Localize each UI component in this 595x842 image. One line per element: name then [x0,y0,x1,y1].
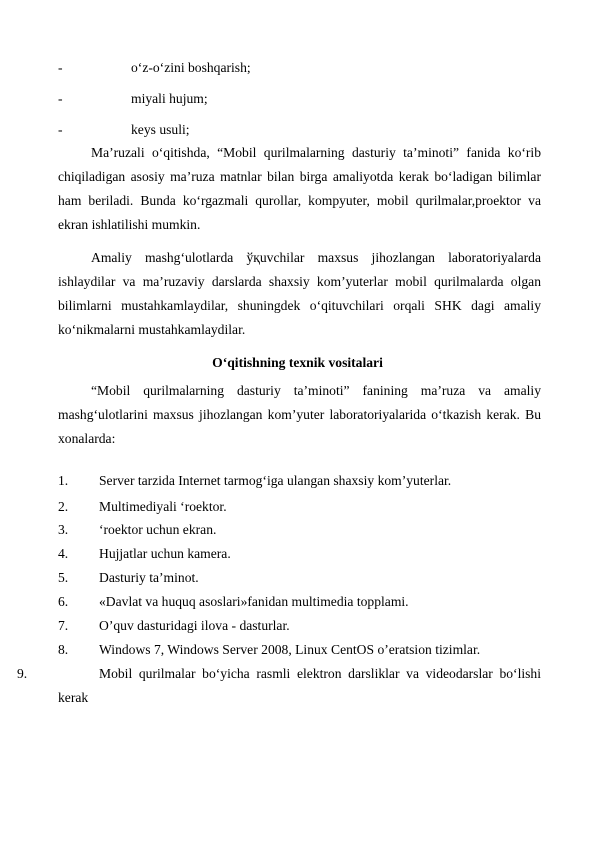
list-number: 2. [58,499,69,514]
list-number: 4. [58,546,69,561]
list-number: 1. [58,473,69,488]
bullet-item: keys usuli; [131,122,190,137]
list-item: Hujjatlar uchun kamera. [99,546,231,561]
list-item: Server tarzida Internet tarmog‘iga ulangan shaxsiy kom’yuterlar. [99,473,452,488]
list-item: Dasturiy ta’minot. [99,570,199,585]
section-heading: O‘qitishning texnik vositalari [212,355,383,370]
list-number: 7. [58,618,69,633]
bullet-marker: - [58,91,63,106]
body-paragraph: Amaliy mashg‘ulotlarda ўқuvchilar maxsus jihozlangan laboratoriyalarda ishlaydilar va ma’ruzaviy darslarda shaxsiy kom’yuterlar mobil qurilmalarda olgan bilimlarni mustahkamlaydilar, shuningdek o‘qituvchilari orqali SHK dagi amaliy ko‘nikmalarni mustahkamlaydilar. [58,250,541,337]
list-item-text: Mobil qurilmalar bo‘yicha rasmli elektron darsliklar va videodarslar bo‘lishi kerak [58,666,541,705]
intro-paragraph: “Mobil qurilmalarning dasturiy ta’minoti” fanining ma’ruza va amaliy mashg‘ulotlarini maxsus jihozlangan kom’yuter laboratoriyalarida o‘tkazish kerak. Bu xonalarda: [58,383,541,446]
list-item [17,662,541,710]
list-item: O’quv dasturidagi ilova - dasturlar. [99,618,290,633]
list-number: 5. [58,570,69,585]
list-number: 9. [17,666,28,681]
list-item: ‘roektor uchun ekran. [99,522,217,537]
bullet-marker: - [58,60,63,75]
bullet-item: o‘z-o‘zini boshqarish; [131,60,251,75]
list-item: Windows 7, Windows Server 2008, Linux CentOS o’eratsion tizimlar. [99,642,481,657]
body-paragraph: Ma’ruzali o‘qitishda, “Mobil qurilmalarning dasturiy ta’minoti” fanida ko‘rib chiqiladigan asosiy ma’ruza matnlar bilan birga amaliyotda kerak bo‘ladigan bilimlar ham beriladi. Bunda ko‘rgazmali qurollar, kompyuter, mobil qurilmalar,proektor va ekran ishlatilishi mumkin. [58,145,541,232]
bullet-item: miyali hujum; [131,91,208,106]
list-number: 6. [58,594,69,609]
list-item: Multimediyali ‘roektor. [99,499,227,514]
bullet-marker: - [58,122,63,137]
list-item: «Davlat va huquq asoslari»fanidan multimedia topplami. [99,594,409,609]
list-number: 8. [58,642,69,657]
list-number: 3. [58,522,69,537]
